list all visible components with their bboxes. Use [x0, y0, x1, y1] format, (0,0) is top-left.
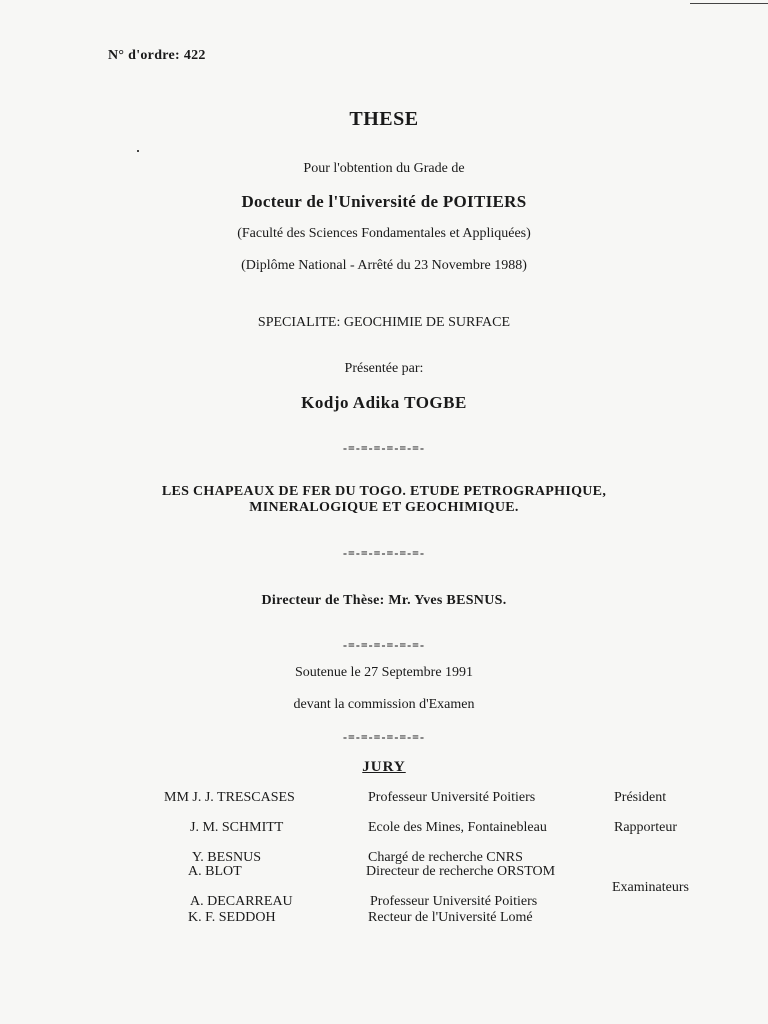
page-title: THESE [349, 108, 419, 130]
jury-member-name: A. DECARREAU [190, 894, 293, 909]
separator: -=-=-=-=-=-=- [343, 441, 425, 455]
degree-title: Docteur de l'Université de POITIERS [241, 192, 527, 211]
defense-commission: devant la commission d'Examen [293, 697, 475, 712]
author-name: Kodjo Adika TOGBE [301, 393, 467, 412]
jury-heading: JURY [362, 759, 406, 775]
thesis-title-line-2: MINERALOGIQUE ET GEOCHIMIQUE. [249, 500, 519, 515]
thesis-title-line-1: LES CHAPEAUX DE FER DU TOGO. ETUDE PETROGRAPHIQUE, [161, 484, 607, 499]
separator: -=-=-=-=-=-=- [343, 546, 425, 560]
order-number: N° d'ordre: 422 [108, 48, 206, 63]
defense-date: Soutenue le 27 Septembre 1991 [294, 665, 474, 680]
jury-member-affiliation: Recteur de l'Université Lomé [368, 910, 533, 925]
jury-member-name: K. F. SEDDOH [188, 910, 276, 925]
jury-member-role: Rapporteur [614, 820, 677, 835]
speciality-line: SPECIALITE: GEOCHIMIE DE SURFACE [257, 315, 511, 330]
jury-member-affiliation: Ecole des Mines, Fontainebleau [368, 820, 547, 835]
examiners-label: Examinateurs [612, 880, 689, 895]
scan-artifact-line [690, 3, 768, 4]
separator: -=-=-=-=-=-=- [343, 638, 425, 652]
jury-member-affiliation: Professeur Université Poitiers [368, 790, 536, 805]
thesis-title [0, 484, 768, 516]
grade-intro: Pour l'obtention du Grade de [303, 161, 465, 176]
presented-by-label: Présentée par: [344, 361, 424, 376]
jury-member-affiliation: Professeur Université Poitiers [370, 894, 538, 909]
jury-member-name: A. BLOT [188, 864, 242, 879]
diploma-line: (Diplôme National - Arrêté du 23 Novembre 1988) [241, 258, 527, 273]
jury-member-affiliation: Chargé de recherche CNRS [368, 850, 523, 865]
jury-member-affiliation: Directeur de recherche ORSTOM [366, 864, 556, 879]
jury-member-role: Président [614, 790, 667, 805]
scan-artifact-dot [137, 150, 139, 152]
faculty-line: (Faculté des Sciences Fondamentales et Appliquées) [237, 226, 531, 241]
thesis-director: Directeur de Thèse: Mr. Yves BESNUS. [261, 593, 507, 608]
separator: -=-=-=-=-=-=- [343, 730, 425, 744]
jury-member-name: J. M. SCHMITT [190, 820, 284, 835]
jury-member-name: Y. BESNUS [192, 850, 261, 865]
jury-member-name: MM J. J. TRESCASES [164, 790, 295, 805]
